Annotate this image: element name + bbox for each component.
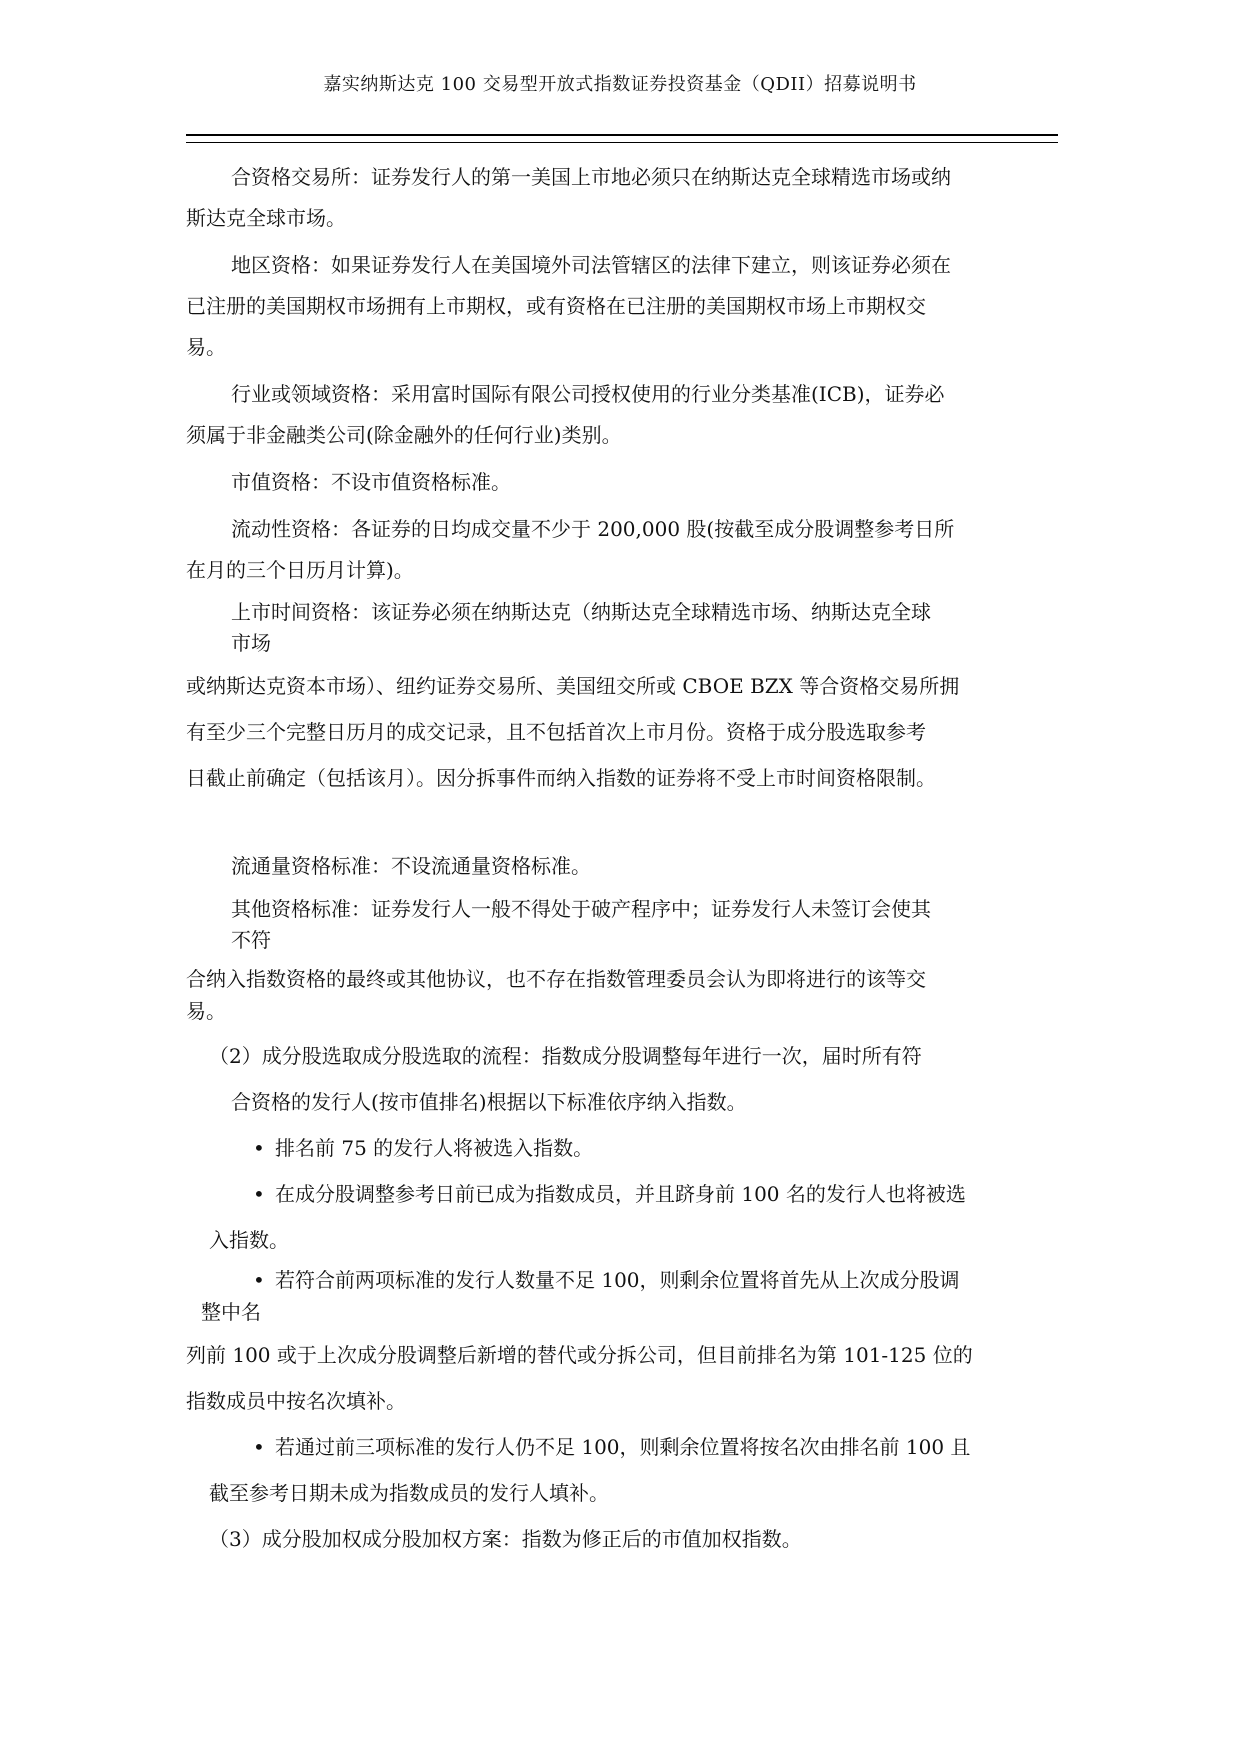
bullet-text: 在成分股调整参考日前已成为指数成员，并且跻身前 100 名的发行人也将被选: [275, 1182, 966, 1206]
body-line: 上市时间资格：该证券必须在纳斯达克（纳斯达克全球精选市场、纳斯达克全球: [231, 600, 931, 624]
header-rule-top: [186, 134, 1058, 136]
body-line: 合资格交易所：证券发行人的第一美国上市地必须只在纳斯达克全球精选市场或纳: [231, 165, 951, 189]
body-line: 流动性资格：各证券的日均成交量不少于 200,000 股(按截至成分股调整参考日所: [231, 517, 955, 541]
body-line: 入指数。: [209, 1228, 289, 1252]
body-line: 整中名: [201, 1300, 261, 1324]
body-line: 在月的三个日历月计算)。: [186, 558, 414, 582]
body-line: 指数成员中按名次填补。: [186, 1389, 406, 1413]
bullet-text: 若通过前三项标准的发行人仍不足 100，则剩余位置将按名次由排名前 100 且: [275, 1435, 971, 1459]
body-line: 市场: [231, 631, 271, 655]
body-line: 易。: [186, 999, 226, 1023]
body-line: 市值资格：不设市值资格标准。: [231, 470, 511, 494]
bullet-icon: •: [253, 1136, 265, 1160]
body-line: 合资格的发行人(按市值排名)根据以下标准依序纳入指数。: [231, 1090, 747, 1114]
body-line: 有至少三个完整日历月的成交记录，且不包括首次上市月份。资格于成分股选取参考: [186, 720, 926, 744]
bullet-icon: •: [253, 1268, 265, 1292]
page-header: 嘉实纳斯达克 100 交易型开放式指数证券投资基金（QDII）招募说明书: [323, 74, 917, 95]
body-line: 斯达克全球市场。: [186, 206, 346, 230]
bullet-item: [253, 1264, 960, 1296]
bullet-item: [253, 1128, 593, 1169]
body-line: 须属于非金融类公司(除金融外的任何行业)类别。: [186, 423, 622, 447]
header-rule-bottom: [186, 142, 1058, 143]
bullet-icon: •: [253, 1182, 265, 1206]
body-line: 其他资格标准：证券发行人一般不得处于破产程序中；证券发行人未签订会使其: [231, 897, 931, 921]
body-line: 地区资格：如果证券发行人在美国境外司法管辖区的法律下建立，则该证券必须在: [231, 253, 951, 277]
body-line: 不符: [231, 928, 271, 952]
bullet-icon: •: [253, 1435, 265, 1459]
body-line: 易。: [186, 335, 226, 359]
body-line: （2）成分股选取成分股选取的流程：指数成分股调整每年进行一次，届时所有符: [209, 1044, 922, 1068]
body-line: 合纳入指数资格的最终或其他协议，也不存在指数管理委员会认为即将进行的该等交: [186, 967, 926, 991]
body-line: 已注册的美国期权市场拥有上市期权，或有资格在已注册的美国期权市场上市期权交: [186, 294, 926, 318]
body-line: 截至参考日期未成为指数成员的发行人填补。: [209, 1481, 609, 1505]
body-line: 流通量资格标准：不设流通量资格标准。: [231, 854, 591, 878]
bullet-text: 若符合前两项标准的发行人数量不足 100，则剩余位置将首先从上次成分股调: [275, 1268, 960, 1292]
body-line: 日截止前确定（包括该月）。因分拆事件而纳入指数的证券将不受上市时间资格限制。: [186, 766, 936, 790]
body-line: 或纳斯达克资本市场）、纽约证券交易所、美国纽交所或 CBOE BZX 等合资格交易所拥: [186, 674, 960, 698]
bullet-item: [253, 1174, 966, 1215]
body-line: （3）成分股加权成分股加权方案：指数为修正后的市值加权指数。: [209, 1527, 802, 1551]
body-line: 列前 100 或于上次成分股调整后新增的替代或分拆公司，但目前排名为第 101-125 位的: [186, 1343, 973, 1367]
body-line: 行业或领域资格：采用富时国际有限公司授权使用的行业分类基准(ICB)，证券必: [231, 382, 945, 406]
bullet-item: [253, 1427, 970, 1468]
bullet-text: 排名前 75 的发行人将被选入指数。: [275, 1136, 594, 1160]
